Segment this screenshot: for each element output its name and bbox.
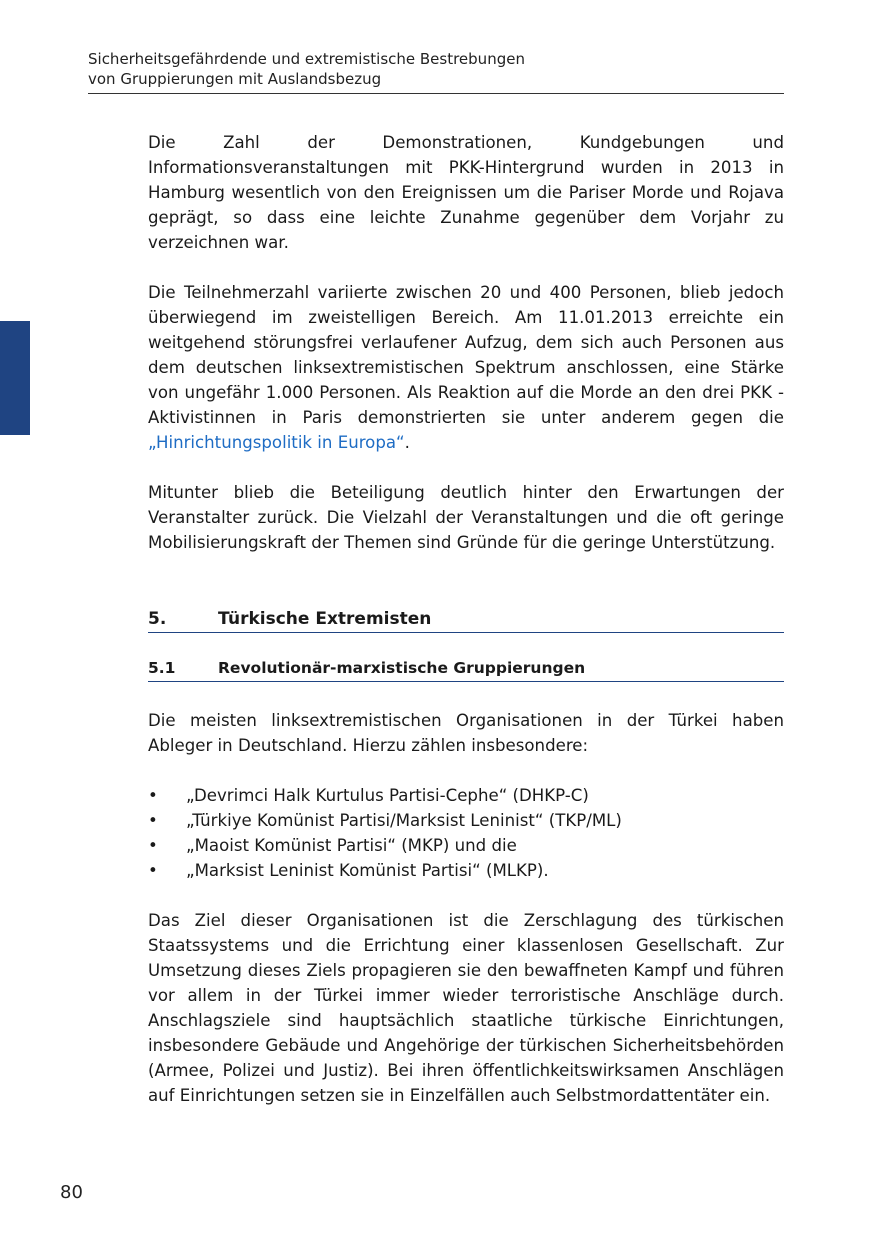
main-content	[148, 130, 784, 1108]
subsection-number: 5.1	[148, 659, 176, 677]
bullet-marker: •	[148, 836, 158, 855]
bullet-marker: •	[148, 786, 158, 805]
list-item	[148, 808, 784, 833]
paragraph-participants-text: Die Teilnehmerzahl variierte zwischen 20 und 400 Personen, blieb jedoch überwiegend im zweistelligen Bereich. Am 11.01.2013 erreichte ein weitgehend störungsfrei verlaufener Aufzug, dem sich auch Personen aus dem deutschen linksextremistischen Spektrum anschlossen, eine Stärke von ungefähr 1.000 Personen. Als Reaktion auf die Morde an den drei PKK - Aktivistinnen in Paris demonstrierten sie unter anderem gegen die	[148, 283, 784, 427]
list-item	[148, 858, 784, 883]
chapter-side-tab	[0, 321, 30, 435]
paragraph-goals: Das Ziel dieser Organisationen ist die Zerschlagung des türkischen Staatssystems und die Errichtung einer klassenlosen Gesellschaft. Zur Umsetzung dieses Ziels propagieren sie den bewaffneten Kampf und führen vor allem in der Türkei immer wieder terroristische Anschläge durch. Anschlagsziele sind hauptsächlich staatliche türkische Einrichtungen, insbesondere Gebäude und Angehörige der türkischen Sicherheitsbehörden (Armee, Polizei und Justiz). Bei ihren öffentlichkeitswirksamen Anschlägen auf Einrichtungen setzen sie in Einzelfällen auch Selbstmordattentäter ein.	[148, 911, 784, 1105]
section-heading-5	[148, 608, 784, 633]
organisation-list	[148, 783, 784, 883]
list-item	[148, 833, 784, 858]
hinrichtungspolitik-link[interactable]: „Hinrichtungspolitik in Europa“	[148, 433, 405, 452]
list-item-text: „Türkiye Komünist Partisi/Marksist Leninist“ (TKP/ML)	[186, 811, 622, 830]
header-line-2: von Gruppierungen mit Auslandsbezug	[88, 70, 382, 88]
bullet-marker: •	[148, 861, 158, 880]
paragraph-participation: Mitunter blieb die Beteiligung deutlich hinter den Erwartungen der Veranstalter zurück. Die Vielzahl der Veranstaltungen und die oft geringe Mobilisierungskraft der Themen sind Gründe für die geringe Unterstützung.	[148, 483, 784, 552]
section-heading-5-1	[148, 657, 784, 682]
paragraph-participants-end: .	[404, 433, 410, 452]
bullet-marker: •	[148, 811, 158, 830]
paragraph-organisations-intro: Die meisten linksextremistischen Organisationen in der Türkei haben Ableger in Deutschland. Hierzu zählen insbesondere:	[148, 711, 784, 755]
list-item-text: „Devrimci Halk Kurtulus Partisi-Cephe“ (DHKP-C)	[186, 786, 589, 805]
page-number: 80	[60, 1182, 83, 1203]
list-item	[148, 783, 784, 808]
subsection-title: Revolutionär-marxistische Gruppierungen	[218, 659, 586, 677]
section-number: 5.	[148, 609, 167, 629]
list-item-text: „Maoist Komünist Partisi“ (MKP) und die	[186, 836, 517, 855]
section-title: Türkische Extremisten	[218, 609, 432, 629]
paragraph-participants	[148, 280, 784, 455]
running-header	[88, 49, 784, 94]
list-item-text: „Marksist Leninist Komünist Partisi“ (MLKP).	[186, 861, 549, 880]
paragraph-demonstrations: Die Zahl der Demonstrationen, Kundgebungen und Informationsveranstaltungen mit PKK-Hintergrund wurden in 2013 in Hamburg wesentlich von den Ereignissen um die Pariser Morde und Rojava geprägt, so dass eine leichte Zunahme gegenüber dem Vorjahr zu verzeichnen war.	[148, 133, 784, 252]
header-line-1: Sicherheitsgefährdende und extremistische Bestrebungen	[88, 50, 525, 68]
